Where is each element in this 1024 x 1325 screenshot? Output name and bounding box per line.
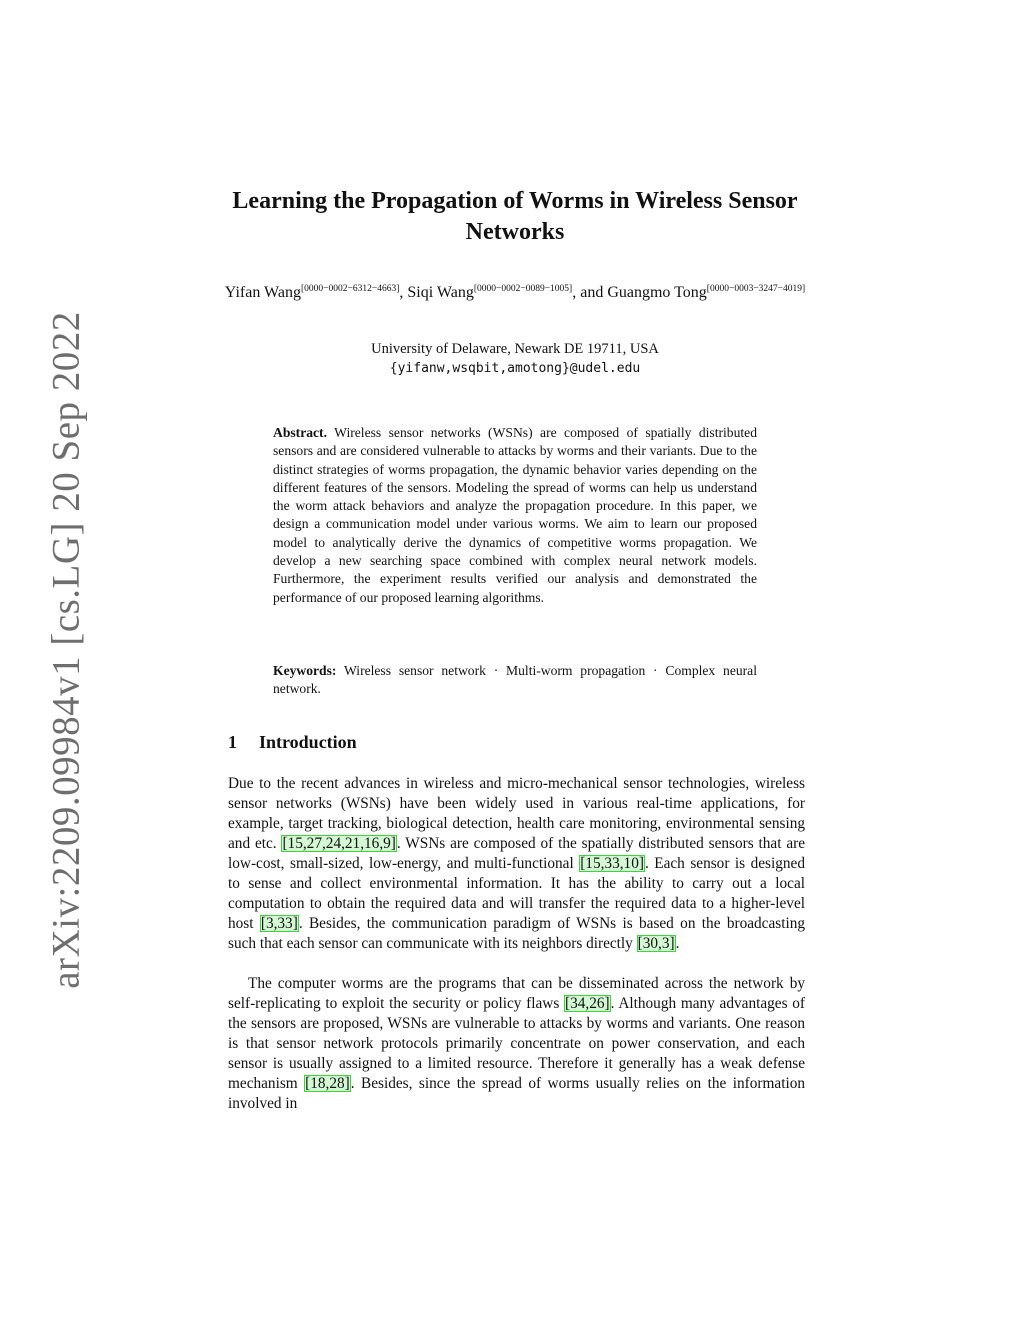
arxiv-identifier-stamp: arXiv:2209.09984v1 [cs.LG] 20 Sep 2022 <box>44 311 88 989</box>
citation-link[interactable]: [15,27,24,21,16,9] <box>282 835 396 852</box>
citation-link[interactable]: [3,33] <box>260 915 298 932</box>
section-title: Introduction <box>259 732 357 752</box>
paragraph-text: . Besides, the communication paradigm of WSNs is based on the broadcasting such that each sensor can communicate with its neighbors directly <box>228 915 805 952</box>
author-list <box>200 282 830 303</box>
email-addresses: {yifanw,wsqbit,amotong}@udel.edu <box>389 361 641 376</box>
keywords-text: Wireless sensor network · Multi-worm propagation · Complex neural network. <box>273 663 757 697</box>
author-name: Yifan Wang <box>224 284 301 301</box>
paragraph-text: . WSNs are composed of the spatially distributed sensors that are low-cost, small-sized, low-energy, and multi-functional <box>228 835 805 872</box>
intro-paragraph-2 <box>228 974 805 1114</box>
author-separator: , <box>399 284 408 301</box>
keywords <box>273 662 757 699</box>
abstract-text: Wireless sensor networks (WSNs) are composed of spatially distributed sensors and are considered vulnerable to attacks by worms and their variants. Due to the distinct strategies of worms propagation, the dynamic behavior varies depending on the different features of the sensors. Modeling the spread of worms can help us understand the worm attack behaviors and analyze the propagation procedure. In this paper, we design a communication model under various worms. We aim to learn our proposed model to analytically derive the dynamics of competitive worms propagation. We develop a new searching space combined with complex neural network models. Furthermore, the experiment results verified our analysis and demonstrated the performance of our proposed learning algorithms. <box>273 425 757 605</box>
paragraph-text: . <box>675 935 680 952</box>
paragraph-text: The computer worms are the programs that can be disseminated across the network by self-replicating to exploit the security or policy flaws <box>228 975 805 1012</box>
author-orcid: [0000−0002−6312−4663] <box>300 284 400 294</box>
paragraph-text: Due to the recent advances in wireless and micro-mechanical sensor technologies, wireless sensor networks (WSNs) have been widely used in various real-time applications, for example, target tracking, biological detection, health care monitoring, environmental sensing and etc. <box>228 775 805 852</box>
paragraph-text: . Besides, since the spread of worms usually relies on the information involved in <box>228 1075 805 1112</box>
abstract-label: Abstract. <box>273 425 327 440</box>
citation-link[interactable]: [15,33,10] <box>580 855 644 872</box>
author-orcid: [0000−0003−3247−4019] <box>706 284 806 294</box>
author-separator: , and <box>572 284 608 301</box>
section-heading <box>228 732 357 753</box>
abstract <box>273 424 757 607</box>
author-name: Guangmo Tong <box>607 284 707 301</box>
paragraph-text: . Although many advantages of the sensors are proposed, WSNs are vulnerable to attacks by worms and variants. One reason is that sensor network protocols primarily concentrate on power conservation, and each sensor is usually assigned to a limited resource. Therefore it generally has a weak defense mechanism <box>228 995 805 1092</box>
keywords-label: Keywords: <box>273 663 337 678</box>
author-orcid: [0000−0002−0089−1005] <box>473 284 573 294</box>
paragraph-text: . Each sensor is designed to sense and collect environmental information. It has the ability to carry out a local computation to obtain the required data and will transfer the required data to a higher-level host <box>228 855 805 932</box>
author-name: Siqi Wang <box>407 284 474 301</box>
affiliation-block <box>200 340 830 378</box>
citation-link[interactable]: [30,3] <box>637 935 675 952</box>
affiliation: University of Delaware, Newark DE 19711, USA <box>371 341 659 357</box>
citation-link[interactable]: [18,28] <box>305 1075 350 1092</box>
intro-paragraph-1 <box>228 774 805 954</box>
paper-title: Learning the Propagation of Worms in Wireless Sensor Networks <box>232 188 798 245</box>
section-number: 1 <box>228 732 237 752</box>
citation-link[interactable]: [34,26] <box>565 995 610 1012</box>
